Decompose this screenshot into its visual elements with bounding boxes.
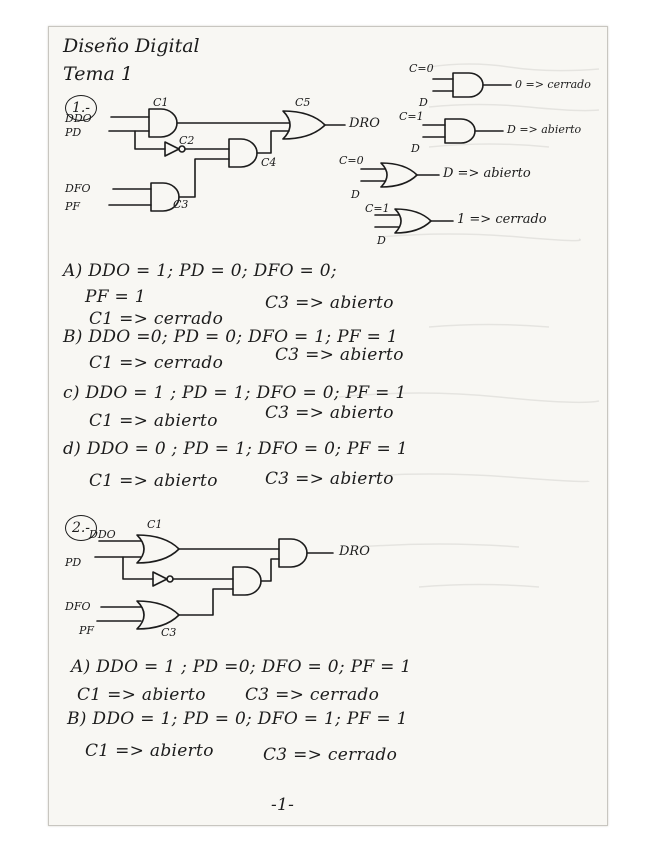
problem-1-number: 1.- <box>65 95 97 121</box>
circuit-2-diagram <box>49 27 607 825</box>
legend-4-var: D <box>377 234 386 247</box>
case-1b-c3: C3 => abierto <box>275 345 404 365</box>
case-1d-inputs: d) DDO = 0 ; PD = 1; DFO = 0; PF = 1 <box>63 439 408 459</box>
subject-title: Diseño Digital <box>63 35 200 57</box>
case-2b-c1: C1 => abierto <box>85 741 214 761</box>
case-2a-c3: C3 => cerrado <box>245 685 380 705</box>
case-1c-inputs: c) DDO = 1 ; PD = 1; DFO = 0; PF = 1 <box>63 383 407 403</box>
case-1a-inputs: A) DDO = 1; PD = 0; DFO = 0; <box>63 261 337 281</box>
label-c3: C3 <box>173 198 189 211</box>
label-c1: C1 <box>153 96 169 109</box>
c2-input-dfo-label: DFO <box>65 600 91 613</box>
label-c2: C2 <box>179 134 195 147</box>
legend-1-result: 0 => cerrado <box>515 78 591 91</box>
c2-label-c3: C3 <box>161 626 177 639</box>
legend-1-var: D <box>419 96 428 109</box>
case-1c-c3: C3 => abierto <box>265 403 394 423</box>
case-2a-inputs: A) DDO = 1 ; PD =0; DFO = 0; PF = 1 <box>71 657 412 677</box>
legend-3-var: D <box>351 188 360 201</box>
c2-output-dro-label: DRO <box>339 544 370 559</box>
case-2a-c1: C1 => abierto <box>77 685 206 705</box>
notebook-page <box>48 26 608 826</box>
case-1b-inputs: B) DDO =0; PD = 0; DFO = 1; PF = 1 <box>63 327 399 347</box>
legend-1-cond: C=0 <box>409 62 434 75</box>
label-c4: C4 <box>261 156 277 169</box>
legend-3-result: D => abierto <box>443 166 531 181</box>
input-dfo-label: DFO <box>65 182 91 195</box>
case-1d-c1: C1 => abierto <box>89 471 218 491</box>
topic-title: Tema 1 <box>63 63 133 85</box>
case-1b-c1: C1 => cerrado <box>89 353 224 373</box>
c2-input-pf-label: PF <box>79 624 95 637</box>
input-pf-label: PF <box>65 200 81 213</box>
problem-2-number: 2.- <box>65 515 97 541</box>
c2-label-c1: C1 <box>147 518 163 531</box>
legend-4-result: 1 => cerrado <box>457 212 547 227</box>
input-ddo-label: DDO <box>65 112 92 125</box>
gate-c1-or <box>137 535 179 563</box>
c2-input-ddo-label: DDO <box>89 528 116 541</box>
c2-input-pd-label: PD <box>65 556 82 569</box>
input-pd-label: PD <box>65 126 82 139</box>
legend-4-cond: C=1 <box>365 202 390 215</box>
wire-c3-and-mid <box>179 589 233 615</box>
legend-2-var: D <box>411 142 420 155</box>
case-2b-inputs: B) DDO = 1; PD = 0; DFO = 1; PF = 1 <box>67 709 408 729</box>
gate-not-bubble <box>167 576 173 582</box>
case-1a-c3: C3 => abierto <box>265 293 394 313</box>
gate-and-mid <box>233 567 261 595</box>
legend-2-result: D => abierto <box>507 123 582 136</box>
legend-3-cond: C=0 <box>339 154 364 167</box>
case-2b-c3: C3 => cerrado <box>263 745 398 765</box>
case-1c-c1: C1 => abierto <box>89 411 218 431</box>
gate-c3-or <box>137 601 179 629</box>
case-1a-pf: PF = 1 <box>85 287 146 307</box>
wire-pd-not <box>123 557 153 579</box>
wire-and-mid-out <box>261 559 279 581</box>
output-dro-label: DRO <box>349 116 380 131</box>
gate-and-out <box>279 539 307 567</box>
case-1a-c1: C1 => cerrado <box>89 309 224 329</box>
gate-not <box>153 572 167 586</box>
case-1d-c3: C3 => abierto <box>265 469 394 489</box>
page-number: -1- <box>271 795 295 815</box>
legend-2-cond: C=1 <box>399 110 424 123</box>
label-c5: C5 <box>295 96 311 109</box>
